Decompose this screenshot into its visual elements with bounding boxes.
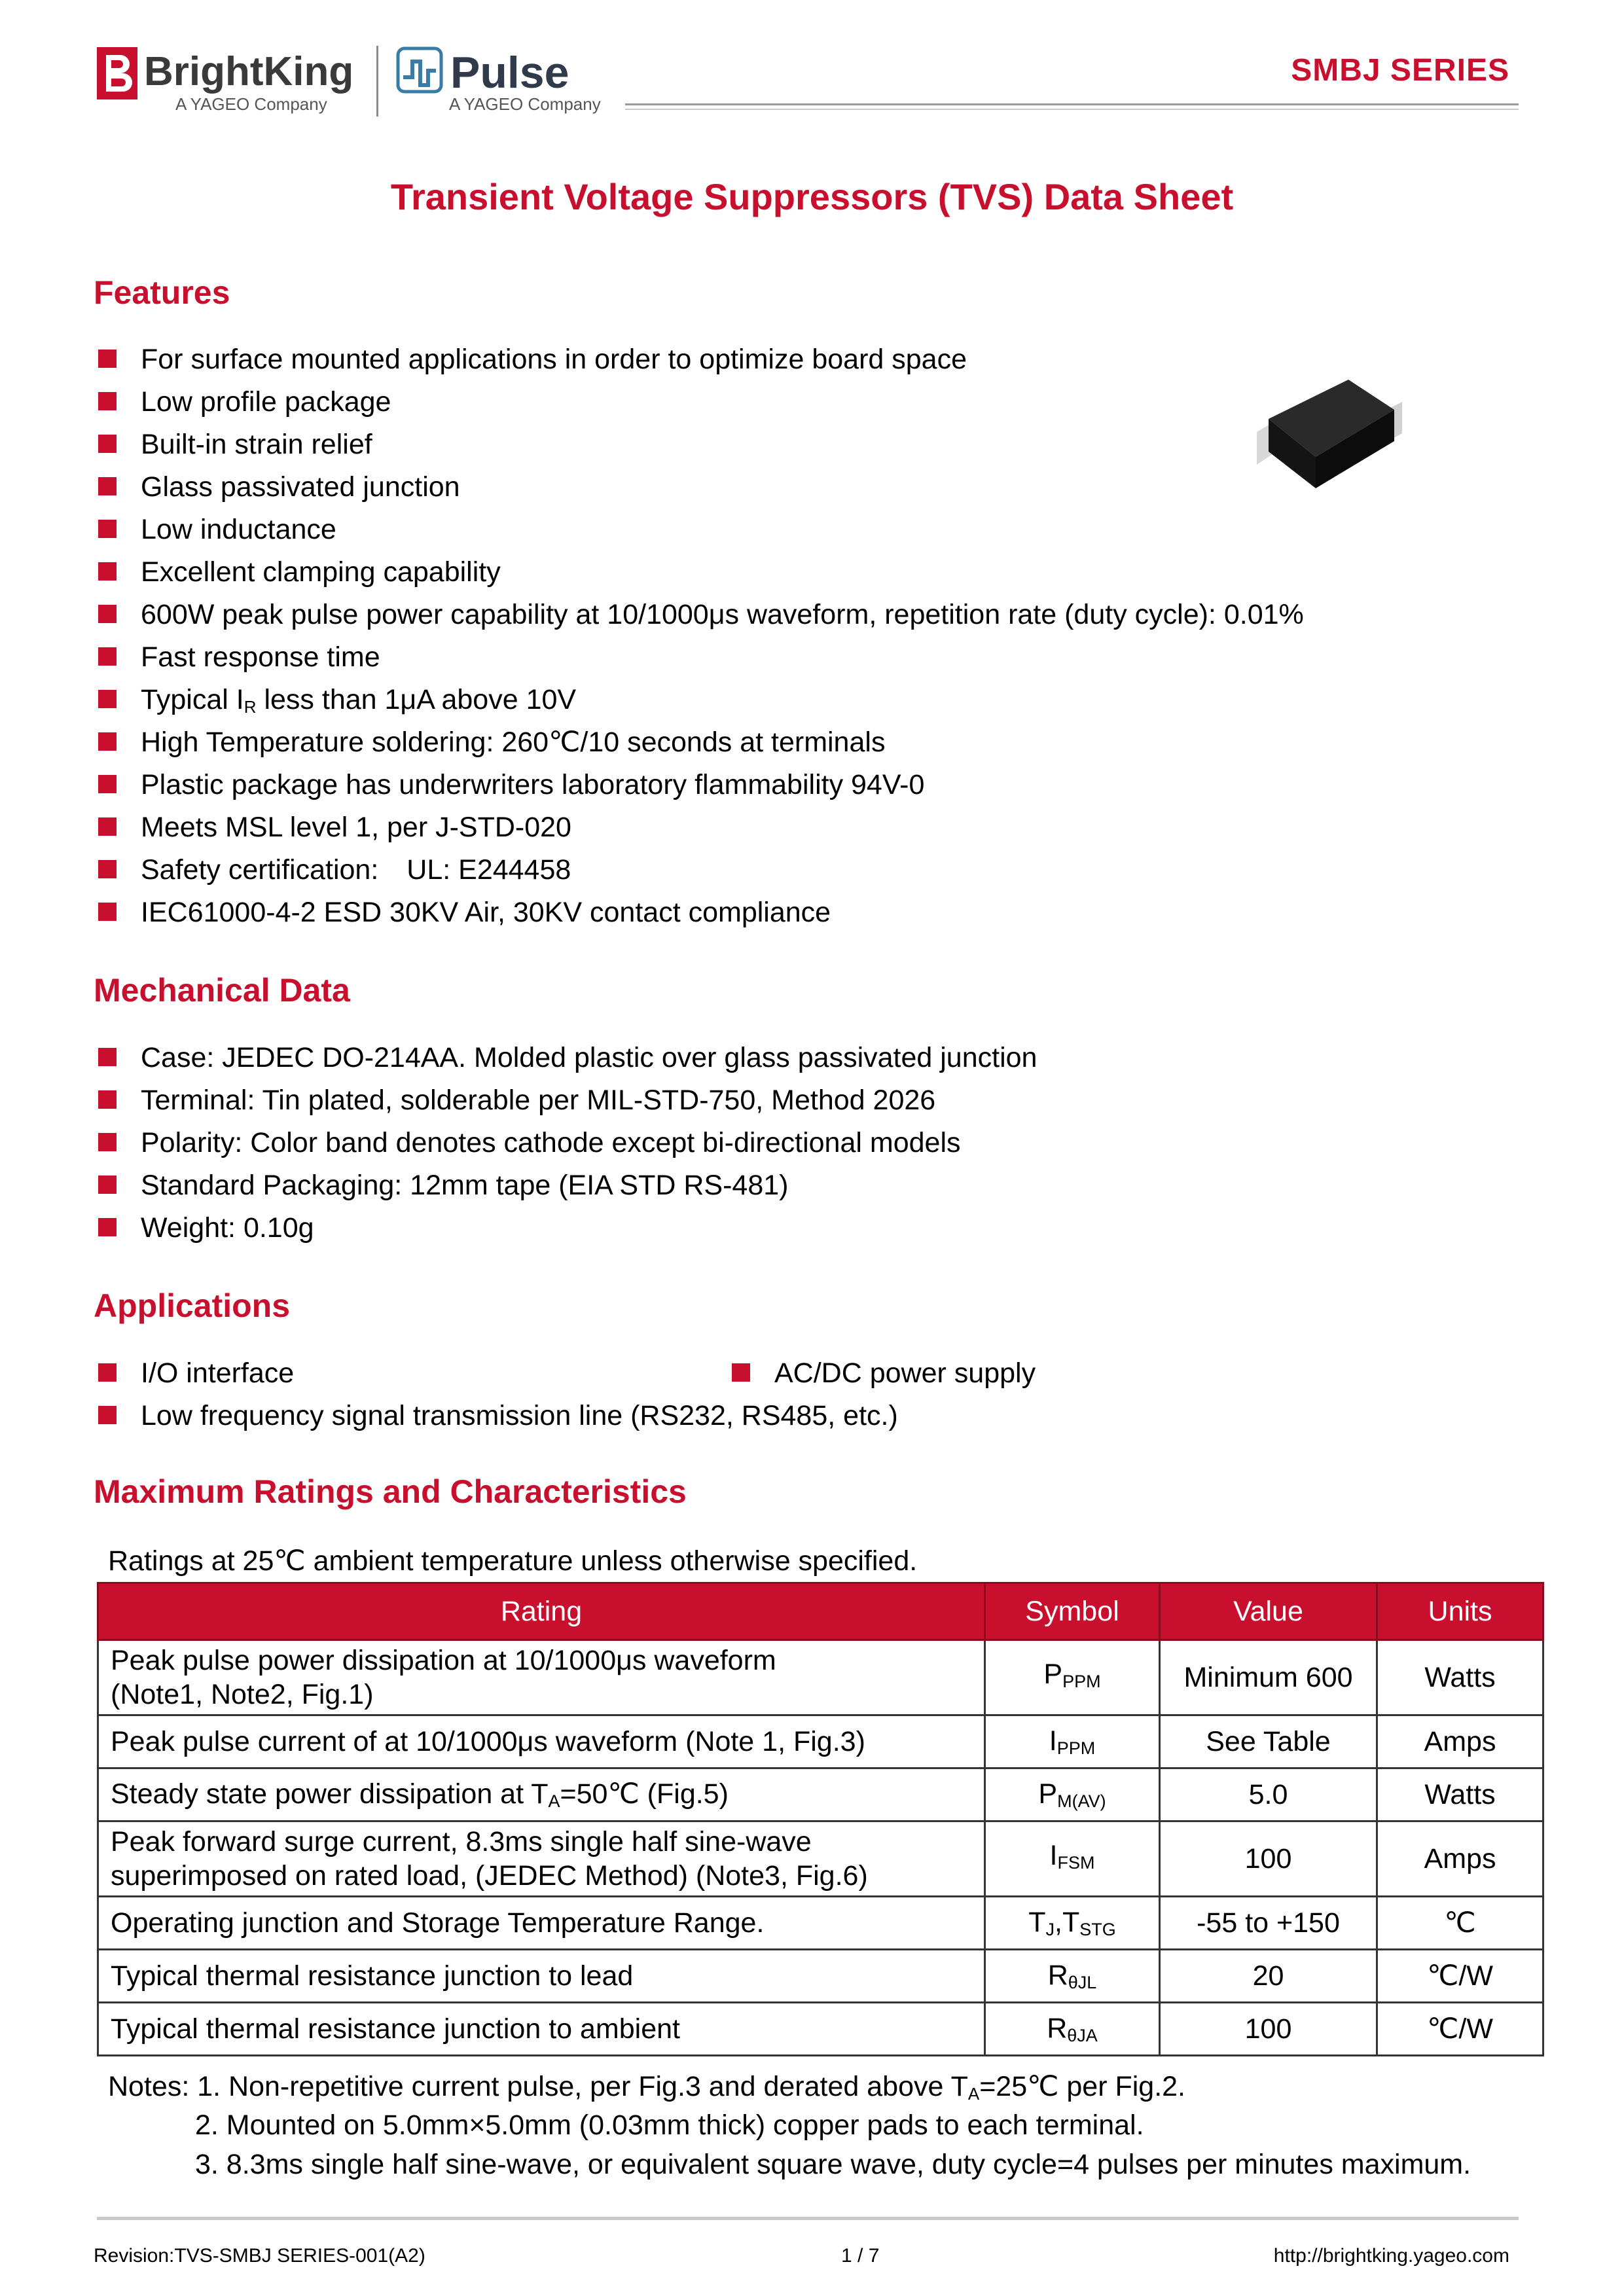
units-cell: ℃/W bbox=[1377, 1950, 1543, 2003]
value-cell: See Table bbox=[1160, 1715, 1377, 1768]
rating-cell: Steady state power dissipation at $T_A=50℃$ (Fig.5) bbox=[98, 1768, 985, 1821]
symbol-cell: $R_{\theta JL}$ bbox=[985, 1950, 1160, 2003]
symbol-cell: $I_{PPM}$ bbox=[985, 1715, 1160, 1768]
bullet-square-icon bbox=[98, 477, 117, 495]
value-cell: 5.0 bbox=[1160, 1768, 1377, 1821]
pulse-logo bbox=[393, 39, 615, 118]
col-header-symbol: Symbol bbox=[985, 1583, 1160, 1640]
ratings-table bbox=[97, 1582, 1544, 2056]
bullet-square-icon bbox=[98, 817, 117, 836]
value-cell: 100 bbox=[1160, 1821, 1377, 1897]
rating-cell: Operating junction and Storage Temperature Range. bbox=[98, 1897, 985, 1950]
units-cell: ℃ bbox=[1377, 1897, 1543, 1950]
bullet-square-icon bbox=[98, 903, 117, 921]
units-cell: Watts bbox=[1377, 1768, 1543, 1821]
rating-cell: Peak forward surge current, 8.3ms single half sine-wave superimposed on rated load, (JEDEC Method) (Note3, Fig.6) bbox=[98, 1821, 985, 1897]
units-cell: ℃/W bbox=[1377, 2003, 1543, 2056]
symbol-cell: $P_{M(AV)}$ bbox=[985, 1768, 1160, 1821]
bullet-square-icon bbox=[98, 350, 117, 368]
symbol-cell: $P_{PPM}$ bbox=[985, 1640, 1160, 1715]
table-header-row bbox=[98, 1583, 1543, 1640]
bullet-square-icon bbox=[98, 392, 117, 410]
table-row bbox=[98, 1768, 1543, 1821]
table-row bbox=[98, 1715, 1543, 1768]
ratings-heading: Maximum Ratings and Characteristics bbox=[94, 1473, 687, 1510]
bullet-square-icon bbox=[98, 732, 117, 751]
footer-url[interactable]: http://brightking.yageo.com bbox=[1273, 2245, 1509, 2267]
bullet-square-icon bbox=[98, 1363, 117, 1382]
brand2-name: Pulse bbox=[450, 48, 569, 98]
ratings-intro: Ratings at 25℃ ambient temperature unless otherwise specified. bbox=[108, 1545, 918, 1577]
bullet-square-icon bbox=[98, 1406, 117, 1424]
document-title: Transient Voltage Suppressors (TVS) Data Sheet bbox=[390, 176, 1234, 217]
rating-cell: Typical thermal resistance junction to ambient bbox=[98, 2003, 985, 2056]
symbol-cell: $I_{FSM}$ bbox=[985, 1821, 1160, 1897]
bullet-square-icon bbox=[98, 562, 117, 581]
bullet-square-icon bbox=[98, 605, 117, 623]
bullet-square-icon bbox=[98, 775, 117, 793]
value-cell: -55 to +150 bbox=[1160, 1897, 1377, 1950]
bullet-square-icon bbox=[98, 1048, 117, 1066]
bullet-square-icon bbox=[98, 1218, 117, 1236]
bullet-square-icon bbox=[98, 1133, 117, 1151]
note-1: Notes: 1. Non-repetitive current pulse, per Fig.3 and derated above $T_A=25℃$ per Fig.2. bbox=[108, 2071, 1186, 2104]
table-row bbox=[98, 1897, 1543, 1950]
units-cell: Amps bbox=[1377, 1715, 1543, 1768]
units-cell: Amps bbox=[1377, 1821, 1543, 1897]
value-cell: Minimum 600 bbox=[1160, 1640, 1377, 1715]
value-cell: 20 bbox=[1160, 1950, 1377, 2003]
units-cell: Watts bbox=[1377, 1640, 1543, 1715]
bullet-square-icon bbox=[98, 435, 117, 453]
bullet-square-icon bbox=[98, 860, 117, 878]
series-label: SMBJ SERIES bbox=[1291, 53, 1509, 88]
header-rule bbox=[625, 103, 1519, 105]
footer-revision: Revision:TVS-SMBJ SERIES-001(A2) bbox=[94, 2245, 425, 2267]
bullet-square-icon bbox=[98, 690, 117, 708]
bullet-square-icon bbox=[98, 520, 117, 538]
symbol-cell: $R_{\theta JA}$ bbox=[985, 2003, 1160, 2056]
rating-cell: Typical thermal resistance junction to lead bbox=[98, 1950, 985, 2003]
col-header-value: Value bbox=[1160, 1583, 1377, 1640]
col-header-units: Units bbox=[1377, 1583, 1543, 1640]
note-2: 2. Mounted on 5.0mm×5.0mm (0.03mm thick) copper pads to each terminal. bbox=[195, 2109, 1144, 2141]
header-rule-thin bbox=[625, 109, 1519, 110]
footer-page-number: 1 / 7 bbox=[841, 2245, 880, 2267]
features-heading: Features bbox=[94, 274, 230, 311]
bullet-square-icon bbox=[98, 1175, 117, 1194]
brand1-sub: A YAGEO Company bbox=[175, 94, 327, 114]
table-row bbox=[98, 1640, 1543, 1715]
bullet-square-icon bbox=[98, 647, 117, 666]
symbol-cell: $T_J,T_{STG}$ bbox=[985, 1897, 1160, 1950]
brightking-logo bbox=[97, 39, 359, 118]
value-cell: 100 bbox=[1160, 2003, 1377, 2056]
package-photo-icon bbox=[1250, 373, 1407, 504]
bullet-square-icon bbox=[98, 1090, 117, 1109]
table-row bbox=[98, 2003, 1543, 2056]
rating-cell: Peak pulse power dissipation at 10/1000μs waveform (Note1, Note2, Fig.1) bbox=[98, 1640, 985, 1715]
table-row bbox=[98, 1821, 1543, 1897]
col-header-rating: Rating bbox=[98, 1583, 985, 1640]
brand2-sub: A YAGEO Company bbox=[449, 94, 601, 114]
mechanical-heading: Mechanical Data bbox=[94, 972, 350, 1009]
logo-divider bbox=[376, 46, 378, 117]
applications-heading: Applications bbox=[94, 1287, 291, 1324]
rating-cell: Peak pulse current of at 10/1000μs waveform (Note 1, Fig.3) bbox=[98, 1715, 985, 1768]
note-3: 3. 8.3ms single half sine-wave, or equivalent square wave, duty cycle=4 pulses per minutes maximum. bbox=[195, 2149, 1471, 2180]
bullet-square-icon bbox=[732, 1363, 750, 1382]
brand1-name: BrightKing bbox=[144, 49, 354, 94]
table-row bbox=[98, 1950, 1543, 2003]
footer-rule bbox=[97, 2217, 1519, 2220]
